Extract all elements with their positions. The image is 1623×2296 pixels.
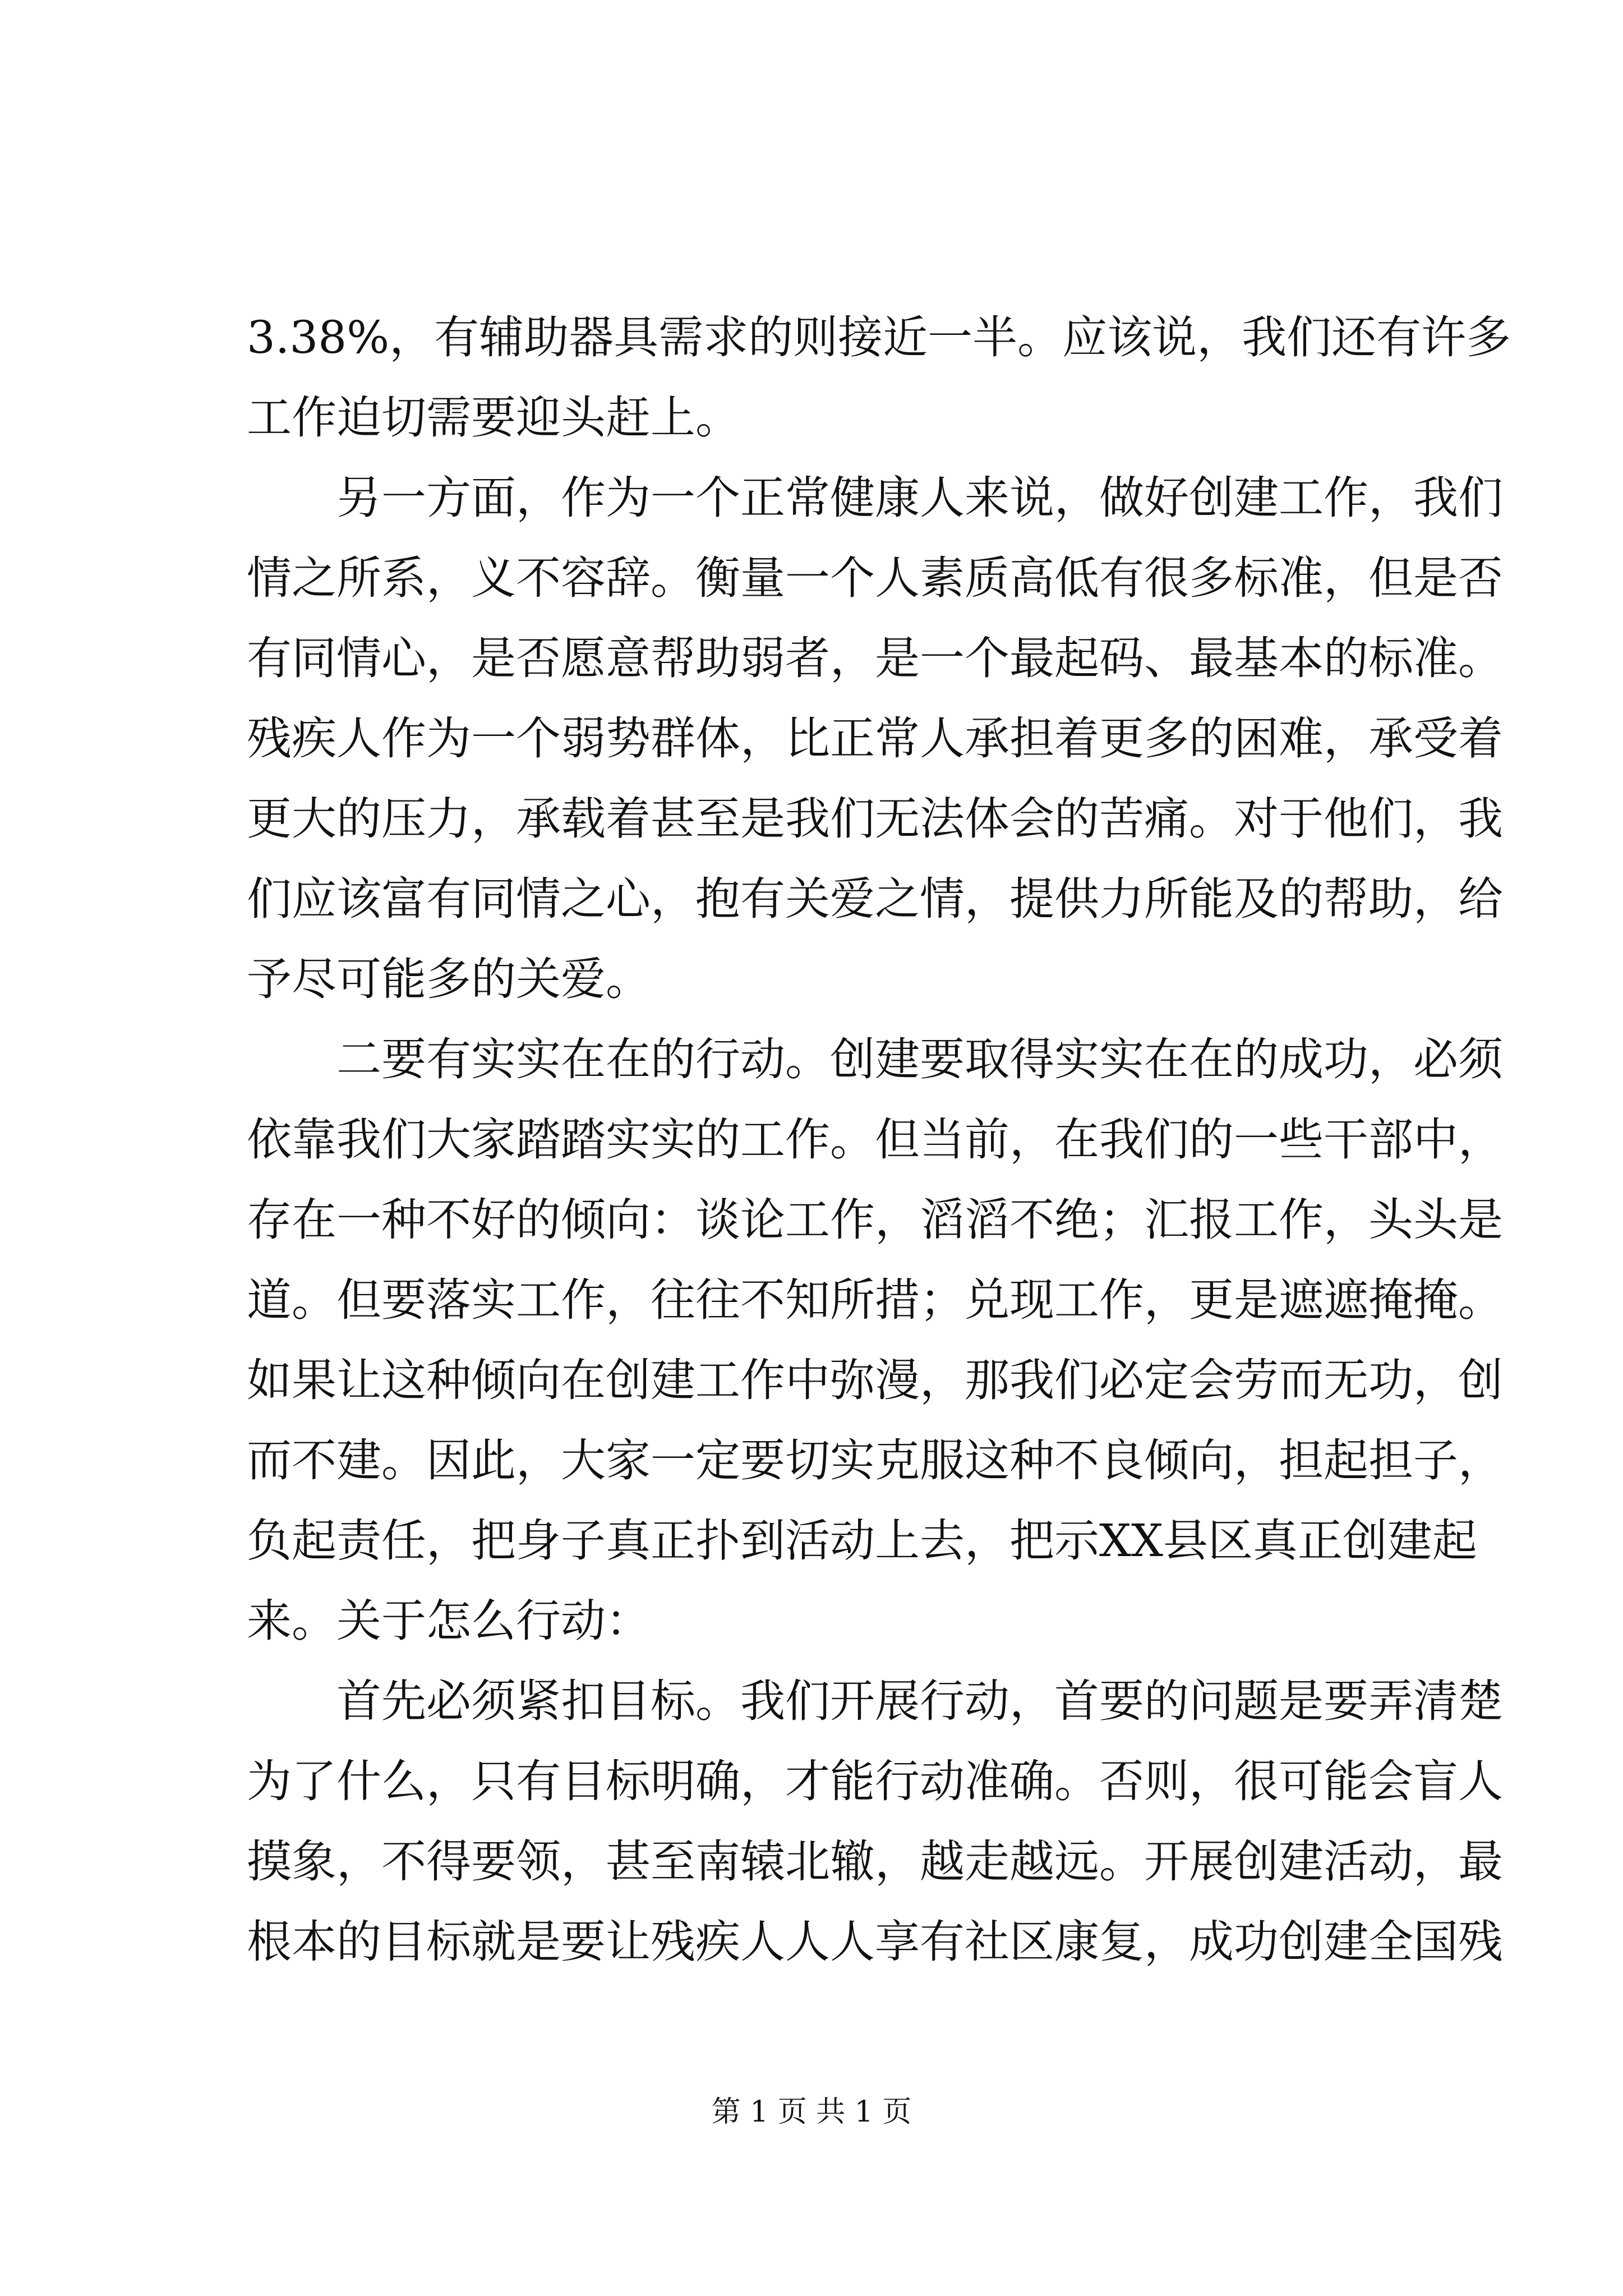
text-line: 负起责任，把身子真正扑到活动上去，把示XX县区真正创建起 [247,1515,1477,1567]
page-number-label: 第 1 页 共 1 页 [711,2095,912,2129]
text-line: 情之所系，义不容辞。衡量一个人素质高低有很多标准，但是否 [247,552,1503,604]
text-line: 予尽可能多的关爱。 [247,953,651,1005]
text-line: 们应该富有同情之心，抱有关爱之情，提供力所能及的帮助，给 [247,873,1503,925]
text-line: 存在一种不好的倾向：谈论工作，滔滔不绝；汇报工作，头头是 [247,1194,1503,1246]
text-line: 根本的目标就是要让残疾人人人享有社区康复，成功创建全国残 [247,1916,1503,1968]
text-line: 道。但要落实工作，往往不知所措；兑现工作，更是遮遮掩掩。 [247,1274,1503,1326]
body-text [247,297,1511,1982]
text-line: 来。关于怎么行动： [247,1595,651,1647]
text-line: 依靠我们大家踏踏实实的工作。但当前，在我们的一些干部中， [247,1114,1503,1166]
text-line: 残疾人作为一个弱势群体，比正常人承担着更多的困难，承受着 [247,712,1503,765]
text-line: 工作迫切需要迎头赶上。 [247,392,740,444]
text-line: 二要有实实在在的行动。创建要取得实实在在的成功，必须 [247,1033,1503,1085]
text-line: 而不建。因此，大家一定要切实克服这种不良倾向，担起担子， [247,1434,1503,1487]
text-line: 如果让这种倾向在创建工作中弥漫，那我们必定会劳而无功，创 [247,1354,1503,1406]
text-line: 另一方面，作为一个正常健康人来说，做好创建工作，我们 [247,472,1503,524]
text-line: 为了什么，只有目标明确，才能行动准确。否则，很可能会盲人 [247,1755,1503,1807]
text-line: 摸象，不得要领，甚至南辕北辙，越走越远。开展创建活动，最 [247,1835,1503,1888]
text-line: 首先必须紧扣目标。我们开展行动，首要的问题是要弄清楚 [247,1675,1503,1727]
text-line: 更大的压力，承载着甚至是我们无法体会的苦痛。对于他们，我 [247,793,1503,845]
text-line: 有同情心，是否愿意帮助弱者，是一个最起码、最基本的标准。 [247,632,1503,684]
text-line: 3.38%，有辅助器具需求的则接近一半。应该说，我们还有许多 [247,311,1511,364]
page-footer [0,2090,1623,2134]
